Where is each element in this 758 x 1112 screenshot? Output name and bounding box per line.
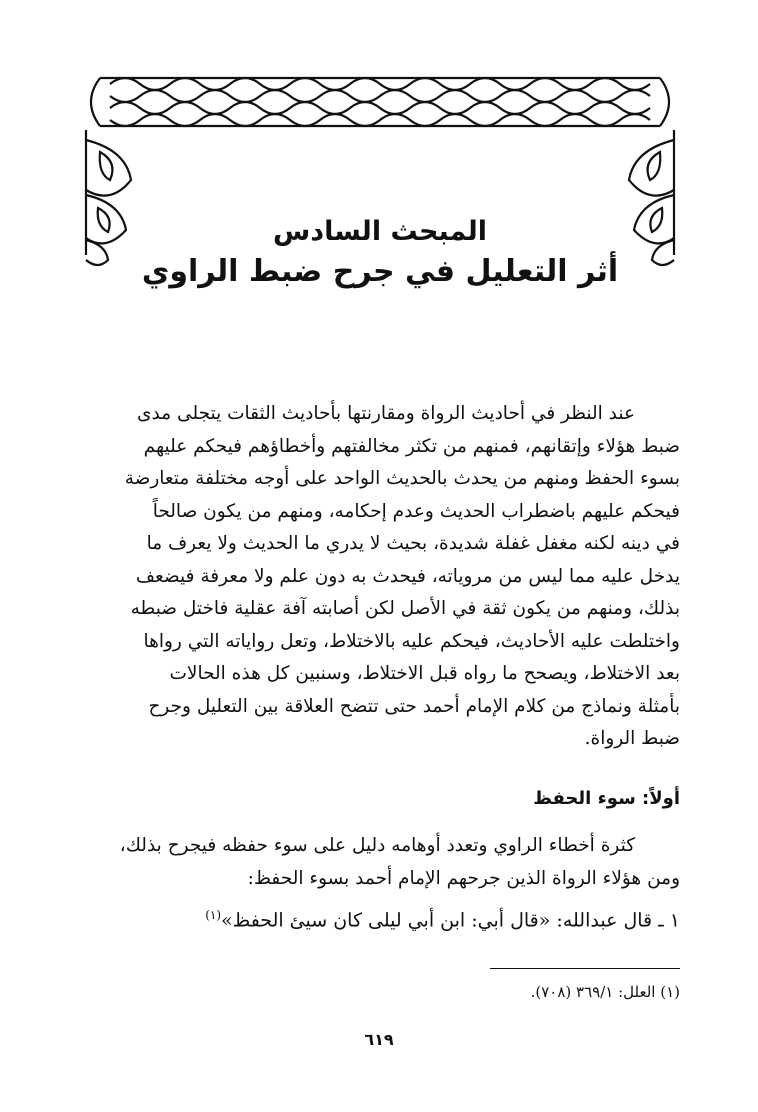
footnote-ref: (١) (205, 908, 222, 922)
subheading-bad-memory: أولاً: سوء الحفظ (533, 788, 680, 809)
section-title: أثر التعليل في جرح ضبط الراوي (141, 254, 619, 289)
intro-line: بعد الاختلاط، ويصحح ما رواه قبل الاختلاط، وسنبين كل هذه الحالات (169, 663, 680, 684)
footnote: (١) العلل: ٣٦٩/١ (٧٠٨). (530, 983, 680, 1001)
intro-paragraph (78, 398, 680, 756)
page-number: ٦١٩ (364, 1030, 394, 1049)
intro-line: يدخل عليه مما ليس من مروياته، فيحدث به دون علم ولا معرفة فيضعف (135, 565, 680, 587)
list-item-text: ١ ـ قال عبدالله: «قال أبي: ابن أبي ليلى كان سيئ الحفظ» (221, 909, 680, 932)
intro-line: في دينه لكنه مغفل غفلة شديدة، بحيث لا يدري ما الحديث ولا يعرف ما (146, 533, 680, 554)
intro-line: بسوء الحفظ ومنهم من يحدث بالحديث الواحد على أوجه مختلفة متعارضة (124, 468, 680, 489)
footnote-divider (490, 968, 680, 969)
list-item (78, 908, 680, 931)
intro-line: واختلطت عليه الأحاديث، فيحكم عليه بالاختلاط، وتعل رواياته التي رواها (143, 630, 680, 652)
bad-memory-paragraph (78, 830, 680, 895)
intro-line: عند النظر في أحاديث الرواة ومقارنتها بأحاديث الثقات يتجلى مدى (137, 403, 635, 424)
section-label: المبحث السادس (272, 216, 488, 247)
intro-line: ضبط هؤلاء وإتقانهم، فمنهم من تكثر مخالفتهم وأخطاؤهم فيحكم عليهم (143, 435, 680, 457)
intro-line: ضبط الرواة. (584, 728, 680, 749)
intro-line: فيحكم عليهم باضطراب الحديث وعدم إحكامه، ومنهم من يكون صالحاً (152, 500, 680, 522)
para2-line: ومن هؤلاء الرواة الذين جرحهم الإمام أحمد بسوء الحفظ: (247, 867, 680, 889)
intro-line: بأمثلة ونماذج من كلام الإمام أحمد حتى تتضح العلاقة بين التعليل وجرح (148, 695, 680, 717)
intro-line: بذلك، ومنهم من يكون ثقة في الأصل لكن أصابته آفة عقلية فاختل ضبطه (130, 598, 680, 619)
para2-line: كثرة أخطاء الراوي وتعدد أوهامه دليل على سوء حفظه فيجرح بذلك، (119, 835, 635, 856)
